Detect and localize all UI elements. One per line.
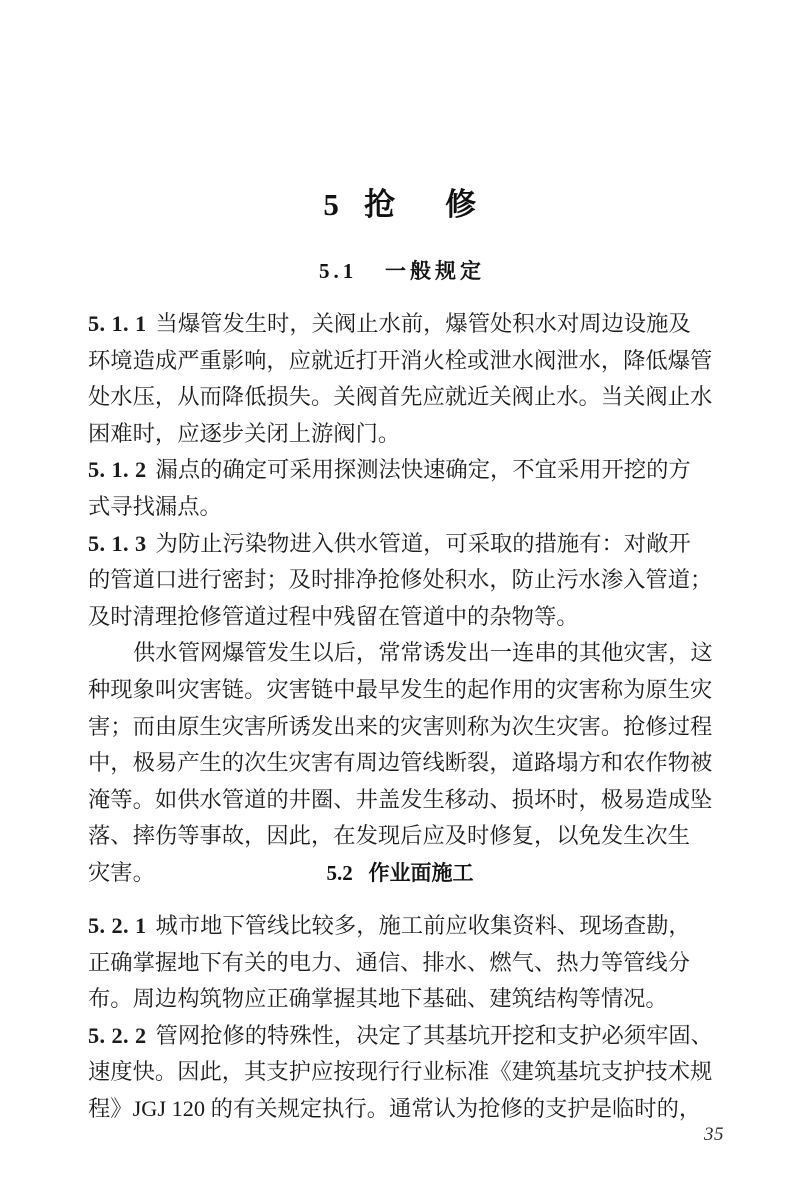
- section-heading-5-2: 5.2 作业面施工: [326, 861, 474, 885]
- clause-line: 为防止污染物进入供水管道，可采取的措施有：对敞开: [155, 530, 691, 556]
- clause-line: 速度快。因此，其支护应按现行行业标准《建筑基坑支护技术规: [88, 1059, 713, 1085]
- explanatory-paragraph: [88, 635, 720, 891]
- clause-number: 5. 2. 1: [88, 913, 147, 938]
- explanatory-line: 灾害。: [88, 859, 155, 885]
- body-text-block-section-1: [88, 306, 720, 892]
- section-heading-5-1: 5.1 一般规定: [319, 259, 485, 283]
- clause-line: 管网抢修的特殊性，决定了其基坑开挖和支护必须牢固、: [155, 1022, 713, 1048]
- clause-number: 5. 1. 1: [88, 311, 147, 336]
- clause-number: 5. 1. 3: [88, 530, 147, 556]
- clause-number: 5. 2. 2: [88, 1022, 147, 1048]
- explanatory-line: 种现象叫灾害链。灾害链中最早发生的起作用的灾害称为原生灾: [88, 676, 713, 702]
- chapter-title: 5 抢 修: [323, 187, 477, 222]
- clause-line: 及时清理抢修管道过程中残留在管道中的杂物等。: [88, 603, 579, 629]
- clause-number: 5. 1. 2: [88, 457, 147, 483]
- clause-5-2-1: [88, 908, 720, 1018]
- clause-line: 城市地下管线比较多，施工前应收集资料、现场查勘，: [155, 913, 691, 938]
- clause-5-2-2: [88, 1018, 720, 1128]
- clause-line: 正确掌握地下有关的电力、通信、排水、燃气、热力等管线分: [88, 949, 691, 975]
- explanatory-line: 供水管网爆管发生以后，常常诱发出一连串的其他灾害，这: [133, 640, 713, 666]
- clause-line: 处水压，从而降低损失。关阀首先应就近关阀止水。当关阀止水: [88, 384, 713, 410]
- explanatory-line: 害；而由原生灾害所诱发出来的灾害则称为次生灾害。抢修过程: [88, 713, 713, 739]
- clause-line: 的管道口进行密封；及时排净抢修处积水，防止污水渗入管道；: [88, 567, 713, 593]
- clause-line: 漏点的确定可采用探测法快速确定，不宜采用开挖的方: [155, 457, 691, 483]
- body-text-block-section-2: [88, 908, 720, 1128]
- clause-line: 程》JGJ 120 的有关规定执行。通常认为抢修的支护是临时的，: [88, 1095, 702, 1121]
- clause-line: 式寻找漏点。: [88, 493, 222, 519]
- clause-5-1-2: [88, 452, 720, 525]
- clause-5-1-1: [88, 306, 720, 452]
- clause-line: 困难时，应逐步关闭上游阀门。: [88, 420, 401, 446]
- clause-line: 环境造成严重影响，应就近打开消火栓或泄水阀泄水，降低爆管: [88, 347, 713, 373]
- page-number: 35: [704, 1124, 724, 1145]
- explanatory-line: 落、摔伤等事故，因此，在发现后应及时修复，以免发生次生: [88, 823, 691, 849]
- clause-line: 当爆管发生时，关阀止水前，爆管处积水对周边设施及: [155, 311, 691, 336]
- explanatory-line: 中，极易产生的次生灾害有周边管线断裂，道路塌方和农作物被: [88, 750, 713, 776]
- clause-line: 布。周边构筑物应正确掌握其地下基础、建筑结构等情况。: [88, 986, 668, 1012]
- clause-5-1-3: [88, 526, 720, 636]
- explanatory-line: 淹等。如供水管道的井圈、井盖发生移动、损坏时，极易造成坠: [88, 786, 713, 812]
